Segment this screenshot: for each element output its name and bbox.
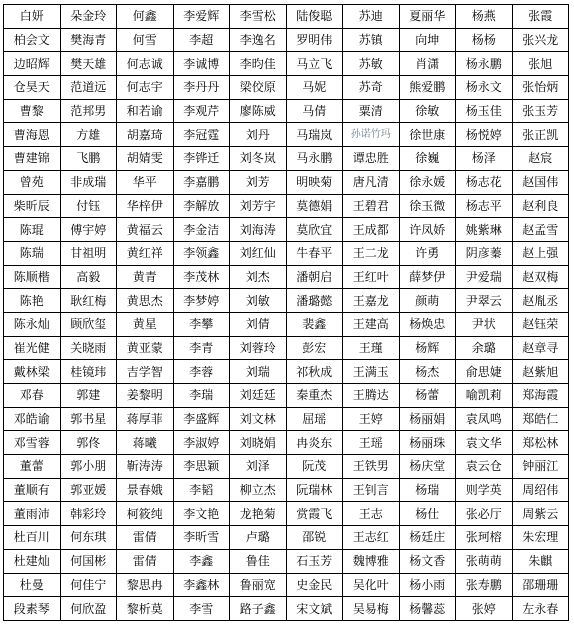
name-cell: 罗明伟 [286,28,343,52]
name-cell: 李蓉 [173,360,230,384]
name-cell: 李超 [173,28,230,52]
name-cell: 陈永灿 [4,312,61,336]
name-cell: 郭建 [60,384,117,408]
name-cell: 李鑫 [173,549,230,573]
name-cell: 赵钰荣 [512,312,569,336]
table-row [4,99,569,123]
name-cell: 刘芳 [230,170,287,194]
name-cell: 史金民 [286,573,343,597]
name-cell: 陈琨 [4,218,61,242]
name-cell: 陈顺楷 [4,265,61,289]
table-row [4,312,569,336]
name-cell: 尹翠云 [456,289,513,313]
name-cell: 李盛辉 [173,407,230,431]
name-cell: 刘倩 [230,312,287,336]
name-cell: 黎思冉 [117,573,174,597]
name-cell: 王碧君 [343,194,400,218]
name-cell: 边昭辉 [4,52,61,76]
name-cell: 李思颖 [173,455,230,479]
name-cell: 廖陈威 [230,99,287,123]
name-cell: 刘芳宇 [230,194,287,218]
name-cell: 王瑶 [343,431,400,455]
name-cell: 杨燕 [456,5,513,29]
name-cell: 李文艳 [173,502,230,526]
name-cell: 魏博雅 [343,549,400,573]
name-cell: 邵锐 [286,526,343,550]
name-cell: 张萌萌 [456,549,513,573]
name-cell: 杨焕忠 [399,312,456,336]
name-cell: 范邦男 [60,99,117,123]
name-cell: 刘文林 [230,407,287,431]
name-cell: 邓皓谕 [4,407,61,431]
name-cell: 蒋曦 [117,431,174,455]
name-cell: 梁佼原 [230,76,287,100]
name-cell: 牛春平 [286,241,343,265]
name-cell: 华梓伊 [117,194,174,218]
name-cell: 胡婧雯 [117,147,174,171]
name-cell: 雷倩 [117,549,174,573]
name-cell: 何雪 [117,28,174,52]
name-cell: 杨馨蕊 [399,597,456,621]
name-cell: 曹海恩 [4,123,61,147]
name-cell: 李逸名 [230,28,287,52]
name-cell: 黄福云 [117,218,174,242]
name-cell: 张珂榕 [456,526,513,550]
name-cell: 许勇 [399,241,456,265]
name-cell: 戴林梁 [4,360,61,384]
name-cell: 刘冬岚 [230,147,287,171]
name-cell: 石玉芳 [286,549,343,573]
name-cell: 邓春 [4,384,61,408]
name-cell: 李雪松 [230,5,287,29]
name-cell: 王红叶 [343,265,400,289]
table-row [4,123,569,147]
name-cell: 陆俊聪 [286,5,343,29]
table-row [4,360,569,384]
name-cell: 刘丹 [230,123,287,147]
name-cell: 郑海霞 [512,384,569,408]
name-cell: 袁文华 [456,431,513,455]
name-cell: 关晓雨 [60,336,117,360]
name-cell: 李诚博 [173,52,230,76]
name-cell: 赵上强 [512,241,569,265]
name-cell: 徐玉微 [399,194,456,218]
name-cell: 朵金玲 [60,5,117,29]
name-cell: 宋文斌 [286,597,343,621]
name-cell: 杨庆堂 [399,455,456,479]
name-cell: 冉炎东 [286,431,343,455]
name-cell: 姜黎明 [117,384,174,408]
name-cell: 杨杰 [399,360,456,384]
name-cell: 杨仕 [399,502,456,526]
name-cell: 阮茂 [286,455,343,479]
name-cell: 曹黎 [4,99,61,123]
name-cell: 李嘉鹏 [173,170,230,194]
name-cell: 王嘉龙 [343,289,400,313]
name-cell: 李金洁 [173,218,230,242]
name-cell: 邵珊珊 [512,573,569,597]
name-cell: 韩彩玲 [60,502,117,526]
table-row [4,28,569,52]
name-cell: 杨泽 [456,147,513,171]
name-cell: 张玉芳 [512,99,569,123]
name-cell: 何国彬 [60,549,117,573]
name-cell: 则学英 [456,478,513,502]
name-cell: 李雪 [173,597,230,621]
name-cell: 夏丽华 [399,5,456,29]
table-row [4,147,569,171]
name-cell: 张怡炳 [512,76,569,100]
name-cell: 付钰 [60,194,117,218]
name-cell: 张霞 [512,5,569,29]
name-cell: 胡嘉琦 [117,123,174,147]
name-cell: 李梦婷 [173,289,230,313]
name-cell: 吴易梅 [343,597,400,621]
name-cell: 鲁丽宽 [230,573,287,597]
name-cell: 赏霞飞 [286,502,343,526]
name-cell: 华平 [117,170,174,194]
name-cell: 孙诺竹玛 [343,123,400,147]
name-cell: 薛梦伊 [399,265,456,289]
name-cell: 崔光健 [4,336,61,360]
name-cell: 周紫云 [512,502,569,526]
name-cell: 赵孟雪 [512,218,569,242]
name-cell: 杨志平 [456,194,513,218]
name-cell: 杜曼 [4,573,61,597]
name-cell: 郭佟 [60,431,117,455]
name-cell: 向坤 [399,28,456,52]
name-cell: 黎析莫 [117,597,174,621]
name-cell: 白妍 [4,5,61,29]
name-cell: 樊天雄 [60,52,117,76]
table-row [4,76,569,100]
name-cell: 龙艳菊 [230,502,287,526]
name-cell: 张正凯 [512,123,569,147]
name-cell: 张必厅 [456,502,513,526]
table-row [4,502,569,526]
name-cell: 李淑婷 [173,431,230,455]
name-cell: 仓昊天 [4,76,61,100]
name-cell: 柯筱纯 [117,502,174,526]
name-cell: 陈瑞 [4,241,61,265]
name-cell: 郑皓仁 [512,407,569,431]
name-cell: 黄思杰 [117,289,174,313]
name-cell: 肖潇 [399,52,456,76]
name-cell: 杨永鹏 [456,52,513,76]
name-cell: 曹建锦 [4,147,61,171]
name-cell: 王建高 [343,312,400,336]
name-cell: 郭亚媛 [60,478,117,502]
name-cell: 杨丽珠 [399,431,456,455]
name-cell: 李昕雪 [173,526,230,550]
name-cell: 方雄 [60,123,117,147]
name-cell: 傅宇婷 [60,218,117,242]
name-cell: 杨杨 [456,28,513,52]
name-cell: 唐凡清 [343,170,400,194]
name-cell: 王成都 [343,218,400,242]
name-cell: 李观芹 [173,99,230,123]
name-cell: 祁秋成 [286,360,343,384]
name-cell: 杨蕾 [399,384,456,408]
name-cell: 赵紫旭 [512,360,569,384]
name-cell: 刘蓉玲 [230,336,287,360]
name-cell: 刘瑞 [230,360,287,384]
name-cell: 莫欣宜 [286,218,343,242]
name-table-body [4,5,569,621]
name-cell: 邓雪蓉 [4,431,61,455]
name-cell: 李韬 [173,478,230,502]
name-cell: 吉学智 [117,360,174,384]
name-cell: 非成瑞 [60,170,117,194]
name-cell: 徐世康 [399,123,456,147]
name-cell: 徐敏 [399,99,456,123]
name-cell: 杜建灿 [4,549,61,573]
name-cell: 马妮 [286,76,343,100]
name-cell: 甘祖明 [60,241,117,265]
name-cell: 和若谕 [117,99,174,123]
name-cell: 曾苑 [4,170,61,194]
name-cell: 余璐 [456,336,513,360]
name-cell: 朱麒 [512,549,569,573]
name-cell: 鲁佳 [230,549,287,573]
name-cell: 赵双梅 [512,265,569,289]
name-cell: 李茂林 [173,265,230,289]
name-cell: 李攀 [173,312,230,336]
name-cell: 喻凯莉 [456,384,513,408]
name-cell: 颜萌 [399,289,456,313]
name-cell: 蒋厚菲 [117,407,174,431]
name-cell: 李铧迁 [173,147,230,171]
name-cell: 赵章寻 [512,336,569,360]
name-cell: 熊爱鹏 [399,76,456,100]
table-row [4,431,569,455]
name-cell: 赵胤丞 [512,289,569,313]
name-cell: 左永春 [512,597,569,621]
name-table [3,4,569,621]
name-cell: 阮瑞林 [286,478,343,502]
name-cell: 杨文香 [399,549,456,573]
name-cell: 王瑾 [343,336,400,360]
name-cell: 张婷 [456,597,513,621]
name-cell: 景春娥 [117,478,174,502]
name-cell: 马倩 [286,99,343,123]
name-cell: 桂镜玮 [60,360,117,384]
name-cell: 赵宸 [512,147,569,171]
name-cell: 杨辉 [399,336,456,360]
name-cell: 杨玉佳 [456,99,513,123]
name-cell: 刘红仙 [230,241,287,265]
name-cell: 袁云仓 [456,455,513,479]
table-row [4,170,569,194]
name-cell: 袁凤鸣 [456,407,513,431]
name-cell: 柏会文 [4,28,61,52]
name-cell: 耿红梅 [60,289,117,313]
table-row [4,5,569,29]
name-cell: 苏奇 [343,76,400,100]
name-cell: 王志 [343,502,400,526]
name-cell: 明映菊 [286,170,343,194]
name-cell: 张兴龙 [512,28,569,52]
name-cell: 高毅 [60,265,117,289]
name-cell: 姚紫琳 [456,218,513,242]
table-row [4,549,569,573]
table-row [4,52,569,76]
name-cell: 许凤娇 [399,218,456,242]
name-cell: 卢璐 [230,526,287,550]
name-cell: 雷倩 [117,526,174,550]
name-cell: 苏迪 [343,5,400,29]
name-cell: 赵利良 [512,194,569,218]
name-cell: 苏镇 [343,28,400,52]
name-cell: 杨丽娟 [399,407,456,431]
table-row [4,384,569,408]
name-cell: 王钊言 [343,478,400,502]
name-cell: 柴昕辰 [4,194,61,218]
name-cell: 何志宇 [117,76,174,100]
name-cell: 周绍伟 [512,478,569,502]
name-cell: 路子鑫 [230,597,287,621]
name-cell: 潘璐懿 [286,289,343,313]
name-cell: 范道远 [60,76,117,100]
name-cell: 陈艳 [4,289,61,313]
name-cell: 李丹丹 [173,76,230,100]
table-row [4,455,569,479]
table-row [4,573,569,597]
name-cell: 李青 [173,336,230,360]
name-cell: 李爱辉 [173,5,230,29]
name-cell: 杨永文 [456,76,513,100]
name-cell: 粟清 [343,99,400,123]
name-cell: 何东琪 [60,526,117,550]
name-cell: 董顺有 [4,478,61,502]
name-cell: 杨悦婷 [456,123,513,147]
name-cell: 秦重杰 [286,384,343,408]
name-cell: 刘廷廷 [230,384,287,408]
name-cell: 李冠霆 [173,123,230,147]
name-cell: 何志诚 [117,52,174,76]
name-cell: 刘敏 [230,289,287,313]
name-cell: 李瑞 [173,384,230,408]
name-cell: 杨瑞 [399,478,456,502]
name-cell: 刘海涛 [230,218,287,242]
name-cell: 靳涛涛 [117,455,174,479]
table-row [4,478,569,502]
name-cell: 尹爱瑞 [456,265,513,289]
name-cell: 李领鑫 [173,241,230,265]
name-cell: 俞思婕 [456,360,513,384]
name-cell: 莫德娟 [286,194,343,218]
name-cell: 董蕾 [4,455,61,479]
name-cell: 杨志花 [456,170,513,194]
table-row [4,194,569,218]
name-cell: 郑松林 [512,431,569,455]
name-cell: 黄亚蒙 [117,336,174,360]
name-cell: 张寿鹏 [456,573,513,597]
name-cell: 杜百川 [4,526,61,550]
name-cell: 何佳宁 [60,573,117,597]
name-cell: 郭小朋 [60,455,117,479]
name-cell: 吴化叶 [343,573,400,597]
table-row [4,218,569,242]
name-cell: 马永鹏 [286,147,343,171]
name-cell: 马立飞 [286,52,343,76]
name-cell: 苏敏 [343,52,400,76]
name-cell: 彭宏 [286,336,343,360]
name-cell: 刘杰 [230,265,287,289]
name-cell: 王满玉 [343,360,400,384]
table-row [4,526,569,550]
table-row [4,241,569,265]
name-cell: 朱宏理 [512,526,569,550]
name-cell: 黄红祥 [117,241,174,265]
name-cell: 王二龙 [343,241,400,265]
name-cell: 李鑫林 [173,573,230,597]
name-cell: 张旭 [512,52,569,76]
table-row [4,289,569,313]
name-cell: 李解放 [173,194,230,218]
name-cell: 段素琴 [4,597,61,621]
name-cell: 何欣盈 [60,597,117,621]
name-cell: 王铁男 [343,455,400,479]
name-cell: 王志红 [343,526,400,550]
name-cell: 刘泽 [230,455,287,479]
name-cell: 顾欣玺 [60,312,117,336]
name-cell: 钟丽江 [512,455,569,479]
name-cell: 谭忠胜 [343,147,400,171]
name-cell: 杨廷庄 [399,526,456,550]
name-cell: 飞鹏 [60,147,117,171]
name-cell: 杨小雨 [399,573,456,597]
name-cell: 柳立杰 [230,478,287,502]
name-cell: 裴鑫 [286,312,343,336]
table-row [4,597,569,621]
name-cell: 马瑞岚 [286,123,343,147]
name-cell: 何鑫 [117,5,174,29]
name-cell: 王婷 [343,407,400,431]
name-cell: 阴彦蓁 [456,241,513,265]
table-row [4,336,569,360]
name-cell: 赵国伟 [512,170,569,194]
name-cell: 尹状 [456,312,513,336]
name-cell: 董雨沛 [4,502,61,526]
name-cell: 王腾达 [343,384,400,408]
name-cell: 樊海青 [60,28,117,52]
name-cell: 郭书星 [60,407,117,431]
table-row [4,407,569,431]
name-cell: 屈瑶 [286,407,343,431]
table-row [4,265,569,289]
name-cell: 徐永媛 [399,170,456,194]
name-cell: 黄星 [117,312,174,336]
name-cell: 黄青 [117,265,174,289]
name-cell: 潘朝启 [286,265,343,289]
name-cell: 徐巍 [399,147,456,171]
name-cell: 刘晓娟 [230,431,287,455]
name-cell: 李昀佳 [230,52,287,76]
